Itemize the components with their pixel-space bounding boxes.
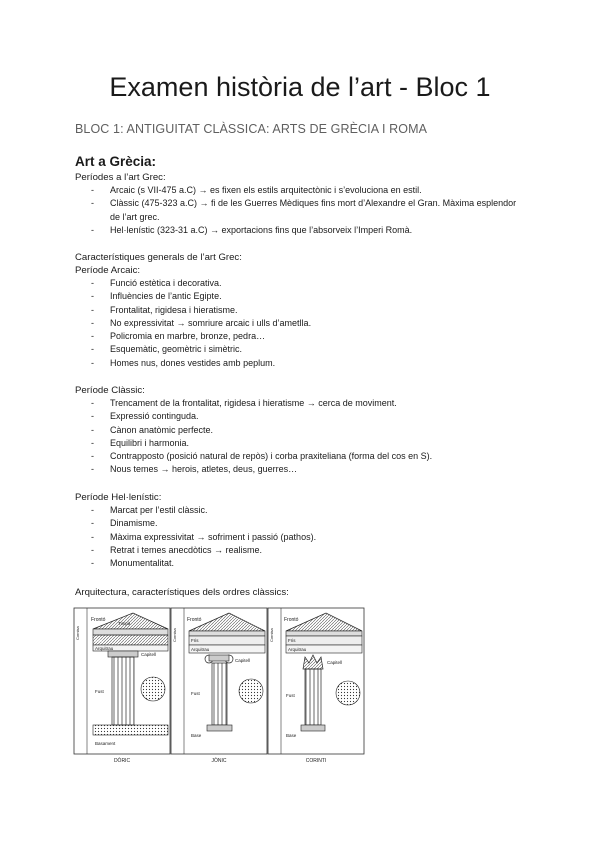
general-label: Característiques generals de l’art Grec: bbox=[75, 252, 242, 263]
classical-orders-figure bbox=[73, 607, 365, 765]
document-title: Examen història de l’art - Bloc 1 bbox=[109, 72, 491, 102]
figure-label: Fris bbox=[288, 638, 296, 643]
figure-label: Frontó bbox=[187, 617, 202, 623]
list-item: - Clàssic (475-323 a.C) → fi de les Guerres Mèdiques fins mort d’Alexandre el Gran. Màxima esplendor de l’art grec. bbox=[75, 197, 520, 224]
periods-label: Períodes a l’art Grec: bbox=[75, 172, 166, 183]
ionic-order-panel bbox=[171, 608, 267, 754]
arcaic-list bbox=[75, 277, 535, 370]
list-item: - Monumentalitat. bbox=[75, 557, 520, 570]
list-item: - Expressió continguda. bbox=[75, 410, 520, 423]
list-item: - Equilibri i harmonia. bbox=[75, 437, 520, 450]
figure-label: Frontó bbox=[284, 617, 299, 623]
arcaic-label: Període Arcaic: bbox=[75, 265, 141, 276]
periods-list bbox=[75, 184, 535, 237]
section-heading: Art a Grècia: bbox=[75, 154, 157, 169]
figure-label: Arquitrau bbox=[288, 647, 307, 652]
list-item: - Arcaic (s VII-475 a.C) → es fixen els estils arquitectònic i s’evoluciona en estil. bbox=[75, 184, 520, 197]
list-item: - Funció estètica i decorativa. bbox=[75, 277, 520, 290]
list-item: - Contrapposto (posició natural de repòs) i corba praxiteliana (forma del cos en S). bbox=[75, 450, 520, 463]
arcaic-section bbox=[75, 251, 535, 370]
figure-label: Capitell bbox=[235, 658, 251, 663]
list-item: - Cànon anatòmic perfecte. bbox=[75, 424, 520, 437]
figure-label: Timpà bbox=[118, 621, 131, 626]
figure-label: Fris bbox=[191, 638, 199, 643]
list-item: - Hel·lenístic (323-31 a.C) → exportacions fins que l’absorveix l’Imperi Romà. bbox=[75, 224, 520, 237]
list-item: - Marcat per l’estil clàssic. bbox=[75, 504, 520, 517]
list-item: - Nous temes → herois, atletes, deus, guerres… bbox=[75, 463, 520, 476]
figure-label: Cornisa bbox=[75, 626, 80, 640]
figure-label: Fust bbox=[191, 691, 200, 696]
figure-label: Fris bbox=[95, 638, 103, 643]
list-item: - Màxima expressivitat → sofriment i passió (pathos). bbox=[75, 531, 520, 544]
doric-caption: DÒRIC bbox=[113, 758, 131, 764]
list-item: - Frontalitat, rigidesa i hieratisme. bbox=[75, 304, 520, 317]
classic-label: Període Clàssic: bbox=[75, 385, 145, 396]
list-item: - Retrat i temes anecdòtics → realisme. bbox=[75, 544, 520, 557]
list-item: - Homes nus, dones vestides amb peplum. bbox=[75, 357, 520, 370]
hellenistic-list bbox=[75, 504, 535, 570]
doric-order-panel bbox=[74, 608, 170, 754]
figure-label: Fust bbox=[286, 693, 295, 698]
list-item: - Influències de l’antic Egipte. bbox=[75, 290, 520, 303]
figure-label: Capitell bbox=[327, 660, 343, 665]
list-item: - Dinamisme. bbox=[75, 517, 520, 530]
list-item: - Trencament de la frontalitat, rigidesa i hieratisme → cerca de moviment. bbox=[75, 397, 520, 410]
figure-label: Basament bbox=[95, 741, 116, 746]
ionic-caption: JÒNIC bbox=[211, 758, 227, 764]
list-item: - Esquemàtic, geomètric i simètric. bbox=[75, 343, 520, 356]
list-item: - Policromia en marbre, bronze, pedra… bbox=[75, 330, 520, 343]
figure-label: Fust bbox=[95, 689, 104, 694]
hellenistic-section bbox=[75, 491, 535, 570]
figure-label: Base bbox=[191, 733, 202, 738]
figure-label: Capitell bbox=[141, 652, 157, 657]
classic-list bbox=[75, 397, 535, 477]
classic-section bbox=[75, 384, 535, 477]
figure-label: Cornisa bbox=[172, 628, 177, 642]
corinthian-caption: CORINTI bbox=[305, 758, 327, 764]
figure-label: Arquitrau bbox=[191, 647, 210, 652]
list-item: - No expressivitat → somriure arcaic i ulls d’ametlla. bbox=[75, 317, 520, 330]
hellenistic-label: Període Hel·lenístic: bbox=[75, 492, 162, 503]
figure-label: Frontó bbox=[91, 617, 106, 623]
document-subtitle: BLOC 1: ANTIGUITAT CLÀSSICA: ARTS DE GRÈCIA I ROMA bbox=[75, 122, 428, 136]
corinthian-order-panel bbox=[268, 608, 364, 754]
figure-label: Cornisa bbox=[269, 628, 274, 642]
figure-label: Base bbox=[286, 733, 297, 738]
periods-section bbox=[75, 171, 535, 237]
figure-label: Arquitrau bbox=[95, 646, 114, 651]
architecture-label: Arquitectura, característiques dels ordres clàssics: bbox=[75, 587, 289, 598]
